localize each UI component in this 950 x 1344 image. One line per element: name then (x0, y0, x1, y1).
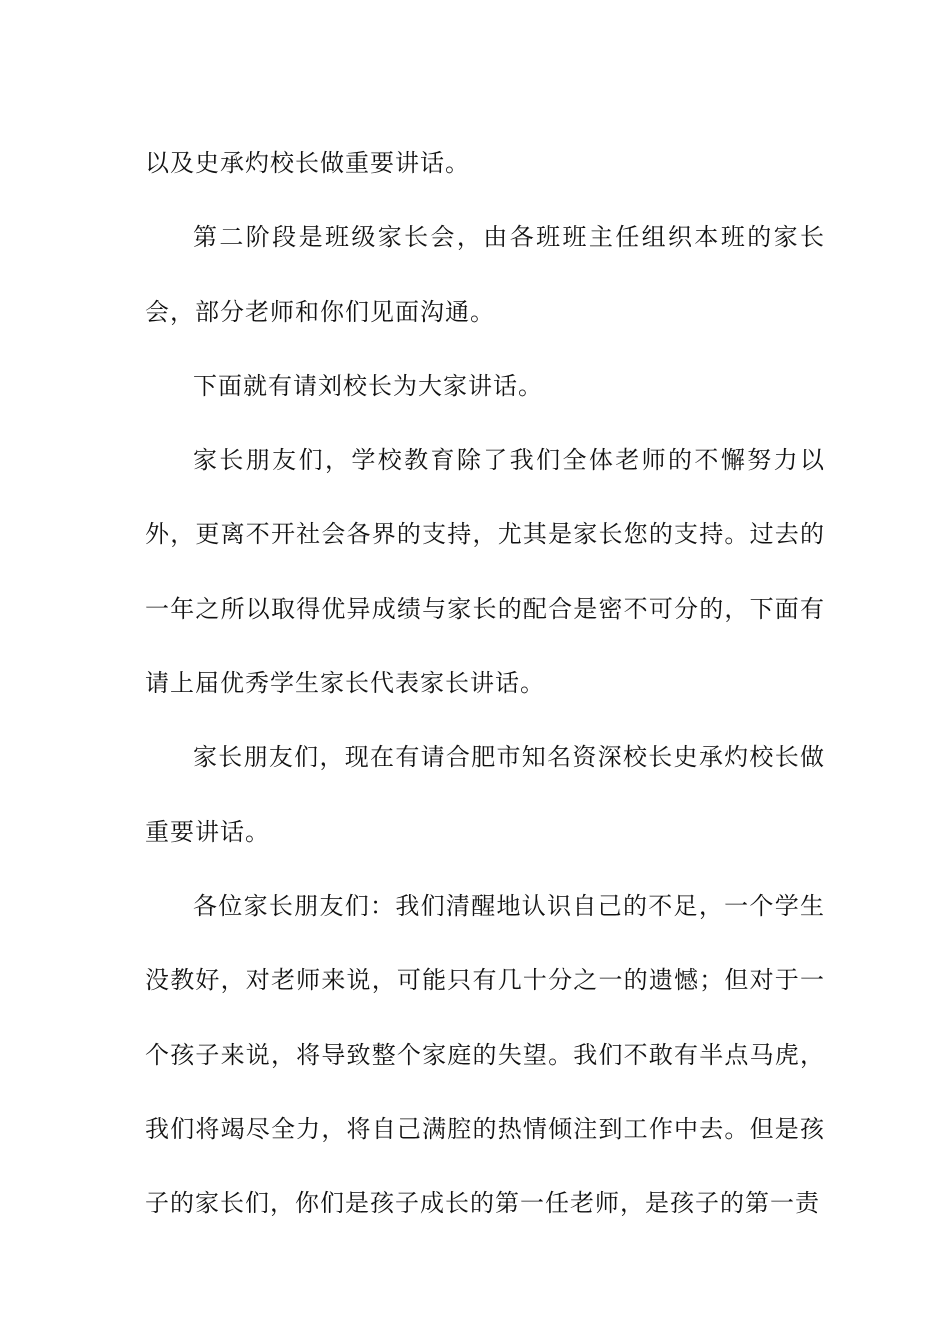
paragraph-6: 各位家长朋友们：我们清醒地认识自己的不足，一个学生没教好，对老师来说，可能只有几十分之一的遗憾；但对于一个孩子来说，将导致整个家庭的失望。我们不敢有半点马虎，我们将竭尽全力，将自己满腔的热情倾注到工作中去。但是孩子的家长们，你们是孩子成长的第一任老师，是孩子的第一责 (145, 891, 825, 1218)
paragraph-5: 家长朋友们，现在有请合肥市知名资深校长史承灼校长做重要讲话。 (145, 743, 825, 846)
paragraph-2: 第二阶段是班级家长会，由各班班主任组织本班的家长会，部分老师和你们见面沟通。 (145, 223, 825, 326)
paragraph-3: 下面就有请刘校长为大家讲话。 (193, 371, 543, 400)
paragraph-4: 家长朋友们，学校教育除了我们全体老师的不懈努力以外，更离不开社会各界的支持，尤其是家长您的支持。过去的一年之所以取得优异成绩与家长的配合是密不可分的，下面有请上届优秀学生家长代表家长讲话。 (145, 446, 825, 698)
document-body (145, 126, 825, 1240)
paragraph-1: 以及史承灼校长做重要讲话。 (145, 149, 470, 177)
